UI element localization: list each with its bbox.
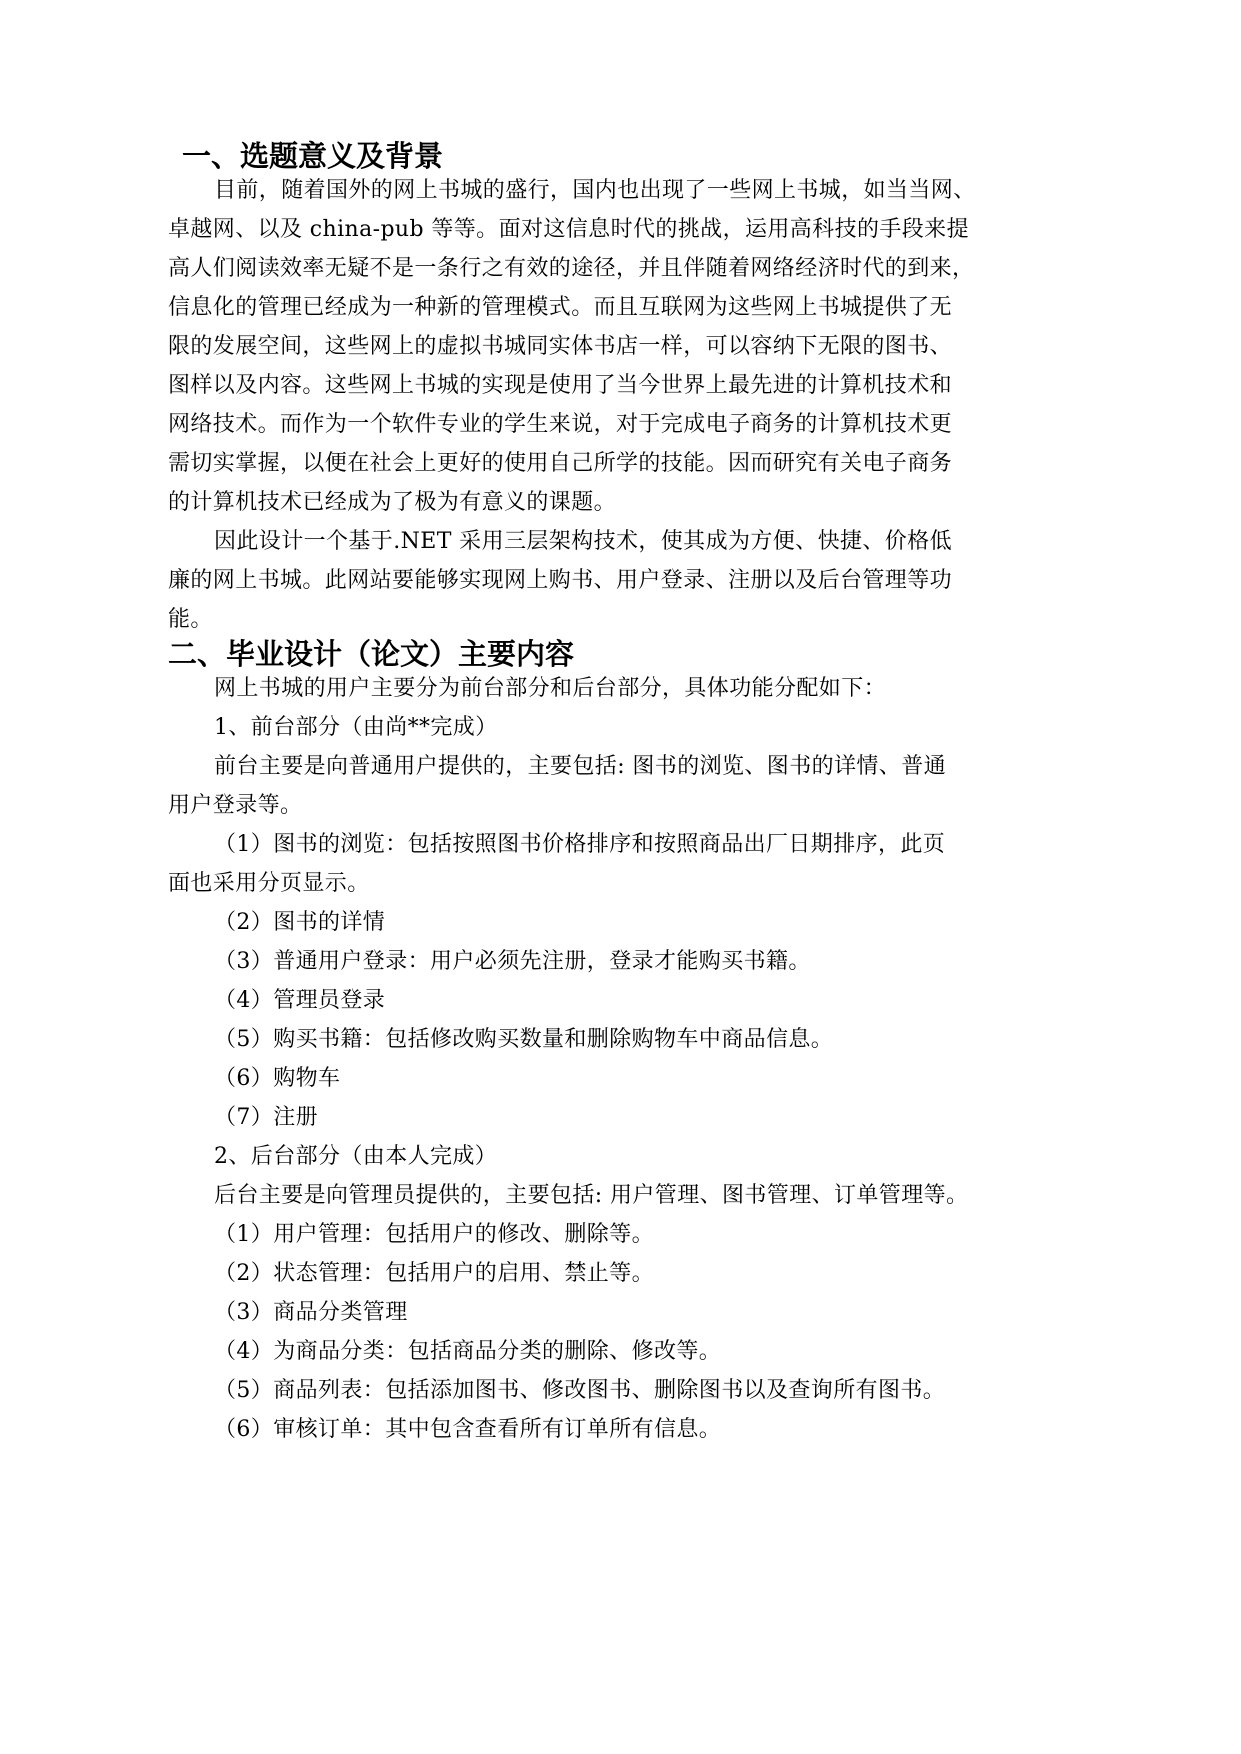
list-item: （5）商品列表：包括添加图书、修改图书、删除图书以及查询所有图书。 bbox=[214, 1378, 946, 1403]
list-item-continuation: 面也采用分页显示。 bbox=[168, 871, 370, 896]
section1-heading: 一、选题意义及背景 bbox=[182, 139, 444, 173]
paragraph-line: 限的发展空间，这些网上的虚拟书城同实体书店一样，可以容纳下无限的图书、 bbox=[168, 334, 953, 359]
back-end-desc: 后台主要是向管理员提供的，主要包括: 用户管理、图书管理、订单管理等。 bbox=[214, 1183, 969, 1208]
list-item: （4）管理员登录 bbox=[214, 988, 386, 1013]
list-item: （2）状态管理：包括用户的启用、禁止等。 bbox=[214, 1261, 654, 1286]
section2-intro: 网上书城的用户主要分为前台部分和后台部分，具体功能分配如下： bbox=[214, 676, 887, 701]
paragraph-line: 需切实掌握，以便在社会上更好的使用自己所学的技能。因而研究有关电子商务 bbox=[168, 451, 953, 476]
paragraph-line: 廉的网上书城。此网站要能够实现网上购书、用户登录、注册以及后台管理等功 bbox=[168, 568, 953, 593]
paragraph-line: 前台主要是向普通用户提供的，主要包括: 图书的浏览、图书的详情、普通 bbox=[214, 754, 947, 779]
paragraph-line: 图样以及内容。这些网上书城的实现是使用了当今世界上最先进的计算机技术和 bbox=[168, 373, 953, 398]
list-item: （7）注册 bbox=[214, 1105, 318, 1130]
back-end-title: 2、后台部分（由本人完成） bbox=[214, 1144, 498, 1169]
list-item: （3）普通用户登录：用户必须先注册，登录才能购买书籍。 bbox=[214, 949, 811, 974]
list-item: （5）购买书籍：包括修改购买数量和删除购物车中商品信息。 bbox=[214, 1027, 834, 1052]
list-item: （4）为商品分类：包括商品分类的删除、修改等。 bbox=[214, 1339, 722, 1364]
paragraph-line: 高人们阅读效率无疑不是一条行之有效的途径，并且伴随着网络经济时代的到来， bbox=[168, 256, 975, 281]
list-item: （1）图书的浏览：包括按照图书价格排序和按照商品出厂日期排序，此页 bbox=[214, 832, 946, 857]
paragraph-line: 用户登录等。 bbox=[168, 793, 303, 818]
paragraph-line: 网络技术。而作为一个软件专业的学生来说，对于完成电子商务的计算机技术更 bbox=[168, 412, 953, 437]
list-item: （6）审核订单：其中包含查看所有订单所有信息。 bbox=[214, 1417, 722, 1442]
paragraph-line: 因此设计一个基于.NET 采用三层架构技术，使其成为方便、快捷、价格低 bbox=[214, 529, 952, 554]
section2-heading: 二、毕业设计（论文）主要内容 bbox=[168, 637, 575, 671]
paragraph-line: 的计算机技术已经成为了极为有意义的课题。 bbox=[168, 490, 617, 515]
list-item: （6）购物车 bbox=[214, 1066, 341, 1091]
list-item: （2）图书的详情 bbox=[214, 910, 386, 935]
front-end-title: 1、前台部分（由尚**完成） bbox=[214, 715, 498, 740]
list-item: （1）用户管理：包括用户的修改、删除等。 bbox=[214, 1222, 654, 1247]
list-item: （3）商品分类管理 bbox=[214, 1300, 408, 1325]
paragraph-line: 信息化的管理已经成为一种新的管理模式。而且互联网为这些网上书城提供了无 bbox=[168, 295, 953, 320]
paragraph-line: 能。 bbox=[168, 607, 213, 632]
paragraph-line: 卓越网、以及 china-pub 等等。面对这信息时代的挑战，运用高科技的手段来提 bbox=[168, 217, 969, 242]
paragraph-line: 目前，随着国外的网上书城的盛行，国内也出现了一些网上书城，如当当网、 bbox=[214, 178, 976, 203]
